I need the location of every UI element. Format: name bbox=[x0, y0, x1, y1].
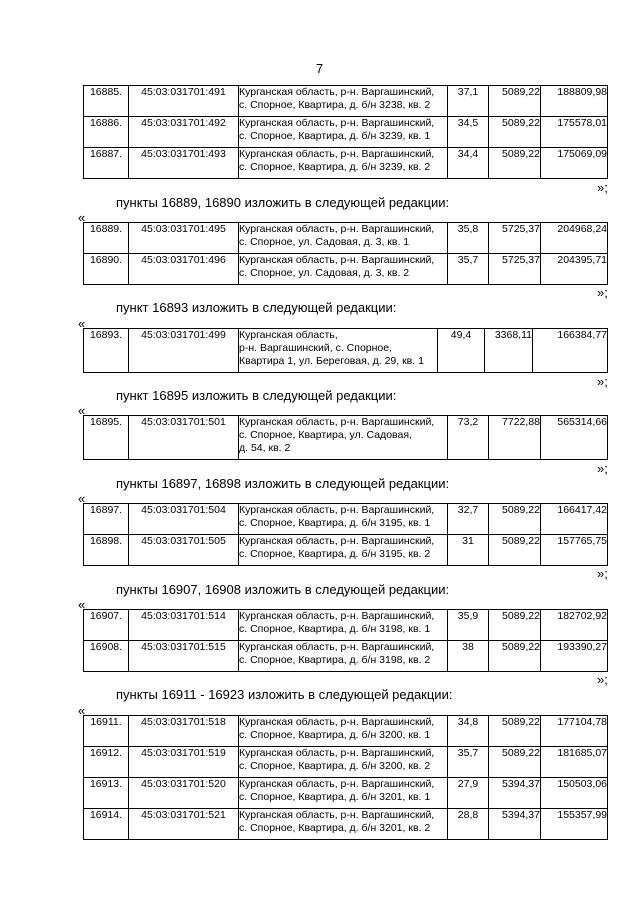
opening-quote: « bbox=[78, 597, 86, 612]
price-cell: 5089,22 bbox=[489, 86, 541, 117]
table-row bbox=[84, 716, 608, 747]
amendment-paragraph: пункты 16907, 16908 изложить в следующей редакции: bbox=[116, 582, 450, 597]
address-line: с. Спорное, Квартира, ул. Садовая, bbox=[239, 429, 412, 441]
address-line: с. Спорное, Квартира, д. б/н 3238, кв. 2 bbox=[239, 99, 431, 111]
address-line: Курганская область, р-н. Варгашинский, bbox=[239, 148, 435, 160]
table-row bbox=[84, 329, 608, 373]
cadastral-number: 45:03:031701:521 bbox=[129, 809, 239, 840]
total-cell: 150503,06 bbox=[541, 778, 608, 809]
table-row bbox=[84, 416, 608, 460]
address-line: с. Спорное, Квартира, д. б/н 3198, кв. 2 bbox=[239, 654, 431, 666]
area-cell: 35,7 bbox=[448, 254, 489, 285]
address-line: Курганская область, р-н. Варгашинский, bbox=[239, 716, 435, 728]
area-cell: 28,8 bbox=[448, 809, 489, 840]
row-number: 16889. bbox=[84, 223, 129, 254]
address-line: с. Спорное, Квартира, д. б/н 3239, кв. 2 bbox=[239, 161, 431, 173]
address-line: Курганская область, bbox=[239, 329, 338, 341]
table-row bbox=[84, 86, 608, 117]
address-cell bbox=[239, 117, 448, 148]
address-cell bbox=[239, 778, 448, 809]
total-cell: 177104,78 bbox=[541, 716, 608, 747]
total-cell: 188809,98 bbox=[541, 86, 608, 117]
address-cell bbox=[239, 254, 448, 285]
address-line: с. Спорное, Квартира, д. б/н 3200, кв. 1 bbox=[239, 729, 431, 741]
address-line: с. Спорное, Квартира, д. б/н 3195, кв. 2 bbox=[239, 548, 431, 560]
address-cell bbox=[239, 148, 448, 179]
address-line: Курганская область, р-н. Варгашинский, bbox=[239, 254, 435, 266]
total-cell: 181685,07 bbox=[541, 747, 608, 778]
area-cell: 34,4 bbox=[448, 148, 489, 179]
price-cell: 5725,37 bbox=[489, 254, 541, 285]
cadastral-number: 45:03:031701:514 bbox=[129, 610, 239, 641]
row-number: 16907. bbox=[84, 610, 129, 641]
address-line: Курганская область, р-н. Варгашинский, bbox=[239, 641, 435, 653]
price-cell: 7722,88 bbox=[489, 416, 541, 460]
address-line: с. Спорное, ул. Садовая, д. 3, кв. 1 bbox=[239, 236, 410, 248]
price-cell: 5089,22 bbox=[489, 117, 541, 148]
address-line: Курганская область, р-н. Варгашинский, bbox=[239, 747, 435, 759]
address-cell bbox=[239, 223, 448, 254]
address-line: Курганская область, р-н. Варгашинский, bbox=[239, 610, 435, 622]
area-cell: 32,7 bbox=[448, 504, 489, 535]
cadastral-number: 45:03:031701:515 bbox=[129, 641, 239, 672]
opening-quote: « bbox=[78, 210, 86, 225]
area-cell: 35,7 bbox=[448, 747, 489, 778]
row-number: 16914. bbox=[84, 809, 129, 840]
table-row bbox=[84, 148, 608, 179]
area-cell: 37,1 bbox=[448, 86, 489, 117]
area-cell: 49,4 bbox=[438, 329, 485, 373]
address-line: Курганская область, р-н. Варгашинский, bbox=[239, 86, 435, 98]
total-cell: 182702,92 bbox=[541, 610, 608, 641]
total-cell: 166417,42 bbox=[541, 504, 608, 535]
table-block-4 bbox=[83, 415, 608, 460]
cadastral-number: 45:03:031701:501 bbox=[129, 416, 239, 460]
table-block-7 bbox=[83, 715, 608, 840]
row-number: 16912. bbox=[84, 747, 129, 778]
table-row bbox=[84, 641, 608, 672]
area-cell: 73,2 bbox=[448, 416, 489, 460]
row-number: 16911. bbox=[84, 716, 129, 747]
address-line: Квартира 1, ул. Береговая, д. 29, кв. 1 bbox=[239, 355, 424, 367]
address-cell bbox=[239, 86, 448, 117]
address-cell bbox=[239, 504, 448, 535]
table-row bbox=[84, 747, 608, 778]
price-cell: 5089,22 bbox=[489, 504, 541, 535]
cadastral-number: 45:03:031701:491 bbox=[129, 86, 239, 117]
address-cell bbox=[239, 809, 448, 840]
area-cell: 34,5 bbox=[448, 117, 489, 148]
cadastral-number: 45:03:031701:496 bbox=[129, 254, 239, 285]
address-line: д. 54, кв. 2 bbox=[239, 442, 291, 454]
price-cell: 5394,37 bbox=[489, 778, 541, 809]
cadastral-number: 45:03:031701:504 bbox=[129, 504, 239, 535]
amendment-paragraph: пункт 16895 изложить в следующей редакции: bbox=[116, 388, 397, 403]
table-row bbox=[84, 223, 608, 254]
table-block-5 bbox=[83, 503, 608, 566]
price-cell: 5089,22 bbox=[489, 747, 541, 778]
cadastral-number: 45:03:031701:495 bbox=[129, 223, 239, 254]
address-line: Курганская область, р-н. Варгашинский, bbox=[239, 223, 435, 235]
address-line: с. Спорное, Квартира, д. б/н 3198, кв. 1 bbox=[239, 623, 431, 635]
price-cell: 3368,11 bbox=[485, 329, 533, 373]
price-cell: 5394,37 bbox=[489, 809, 541, 840]
row-number: 16897. bbox=[84, 504, 129, 535]
total-cell: 193390,27 bbox=[541, 641, 608, 672]
address-cell bbox=[239, 329, 438, 373]
cadastral-number: 45:03:031701:499 bbox=[129, 329, 239, 373]
cadastral-number: 45:03:031701:519 bbox=[129, 747, 239, 778]
address-cell bbox=[239, 716, 448, 747]
address-line: р-н. Варгашинский, с. Спорное, bbox=[239, 342, 393, 354]
area-cell: 31 bbox=[448, 535, 489, 566]
table-row bbox=[84, 504, 608, 535]
address-line: Курганская область, р-н. Варгашинский, bbox=[239, 504, 435, 516]
closing-quote: »; bbox=[597, 285, 608, 300]
closing-quote: »; bbox=[597, 461, 608, 476]
table-row bbox=[84, 610, 608, 641]
address-line: с. Спорное, Квартира, д. б/н 3200, кв. 2 bbox=[239, 760, 431, 772]
address-line: Курганская область, р-н. Варгашинский, bbox=[239, 809, 435, 821]
row-number: 16893. bbox=[84, 329, 129, 373]
total-cell: 204968,24 bbox=[541, 223, 608, 254]
address-cell bbox=[239, 641, 448, 672]
amendment-paragraph: пункты 16911 - 16923 изложить в следующей редакции: bbox=[116, 687, 453, 702]
row-number: 16887. bbox=[84, 148, 129, 179]
closing-quote: »; bbox=[597, 566, 608, 581]
cadastral-number: 45:03:031701:518 bbox=[129, 716, 239, 747]
address-line: с. Спорное, Квартира, д. б/н 3201, кв. 1 bbox=[239, 791, 431, 803]
address-line: Курганская область, р-н. Варгашинский, bbox=[239, 416, 435, 428]
total-cell: 175069,09 bbox=[541, 148, 608, 179]
total-cell: 166384,77 bbox=[533, 329, 608, 373]
cadastral-number: 45:03:031701:520 bbox=[129, 778, 239, 809]
area-cell: 35,8 bbox=[448, 223, 489, 254]
table-row bbox=[84, 254, 608, 285]
price-cell: 5725,37 bbox=[489, 223, 541, 254]
price-cell: 5089,22 bbox=[489, 148, 541, 179]
table-block-6 bbox=[83, 609, 608, 672]
row-number: 16908. bbox=[84, 641, 129, 672]
page-number: 7 bbox=[315, 61, 324, 76]
address-line: Курганская область, р-н. Варгашинский, bbox=[239, 778, 435, 790]
opening-quote: « bbox=[78, 403, 86, 418]
price-cell: 5089,22 bbox=[489, 535, 541, 566]
total-cell: 204395,71 bbox=[541, 254, 608, 285]
address-line: с. Спорное, Квартира, д. б/н 3239, кв. 1 bbox=[239, 130, 431, 142]
area-cell: 27,9 bbox=[448, 778, 489, 809]
price-cell: 5089,22 bbox=[489, 716, 541, 747]
total-cell: 155357,99 bbox=[541, 809, 608, 840]
address-cell bbox=[239, 610, 448, 641]
row-number: 16886. bbox=[84, 117, 129, 148]
table-row bbox=[84, 535, 608, 566]
address-line: с. Спорное, Квартира, д. б/н 3195, кв. 1 bbox=[239, 517, 431, 529]
closing-quote: »; bbox=[597, 672, 608, 687]
row-number: 16890. bbox=[84, 254, 129, 285]
table-block-2 bbox=[83, 222, 608, 285]
amendment-paragraph: пункты 16897, 16898 изложить в следующей редакции: bbox=[116, 476, 450, 491]
row-number: 16913. bbox=[84, 778, 129, 809]
table-row bbox=[84, 778, 608, 809]
table-block-3 bbox=[83, 328, 608, 373]
address-line: Курганская область, р-н. Варгашинский, bbox=[239, 535, 435, 547]
row-number: 16898. bbox=[84, 535, 129, 566]
table-block-1 bbox=[83, 85, 608, 179]
cadastral-number: 45:03:031701:492 bbox=[129, 117, 239, 148]
opening-quote: « bbox=[78, 316, 86, 331]
address-cell bbox=[239, 416, 448, 460]
area-cell: 38 bbox=[448, 641, 489, 672]
total-cell: 157765,75 bbox=[541, 535, 608, 566]
amendment-paragraph: пункт 16893 изложить в следующей редакции: bbox=[116, 300, 397, 315]
area-cell: 35,9 bbox=[448, 610, 489, 641]
closing-quote: »; bbox=[597, 180, 608, 195]
cadastral-number: 45:03:031701:505 bbox=[129, 535, 239, 566]
table-row bbox=[84, 809, 608, 840]
address-line: с. Спорное, Квартира, д. б/н 3201, кв. 2 bbox=[239, 822, 431, 834]
address-line: Курганская область, р-н. Варгашинский, bbox=[239, 117, 435, 129]
cadastral-number: 45:03:031701:493 bbox=[129, 148, 239, 179]
opening-quote: « bbox=[78, 703, 86, 718]
opening-quote: « bbox=[78, 491, 86, 506]
address-line: с. Спорное, ул. Садовая, д. 3, кв. 2 bbox=[239, 267, 410, 279]
row-number: 16885. bbox=[84, 86, 129, 117]
total-cell: 175578,01 bbox=[541, 117, 608, 148]
address-cell bbox=[239, 535, 448, 566]
closing-quote: »; bbox=[597, 374, 608, 389]
address-cell bbox=[239, 747, 448, 778]
area-cell: 34,8 bbox=[448, 716, 489, 747]
price-cell: 5089,22 bbox=[489, 641, 541, 672]
amendment-paragraph: пункты 16889, 16890 изложить в следующей редакции: bbox=[116, 195, 450, 210]
total-cell: 565314,66 bbox=[541, 416, 608, 460]
row-number: 16895. bbox=[84, 416, 129, 460]
price-cell: 5089,22 bbox=[489, 610, 541, 641]
table-row bbox=[84, 117, 608, 148]
